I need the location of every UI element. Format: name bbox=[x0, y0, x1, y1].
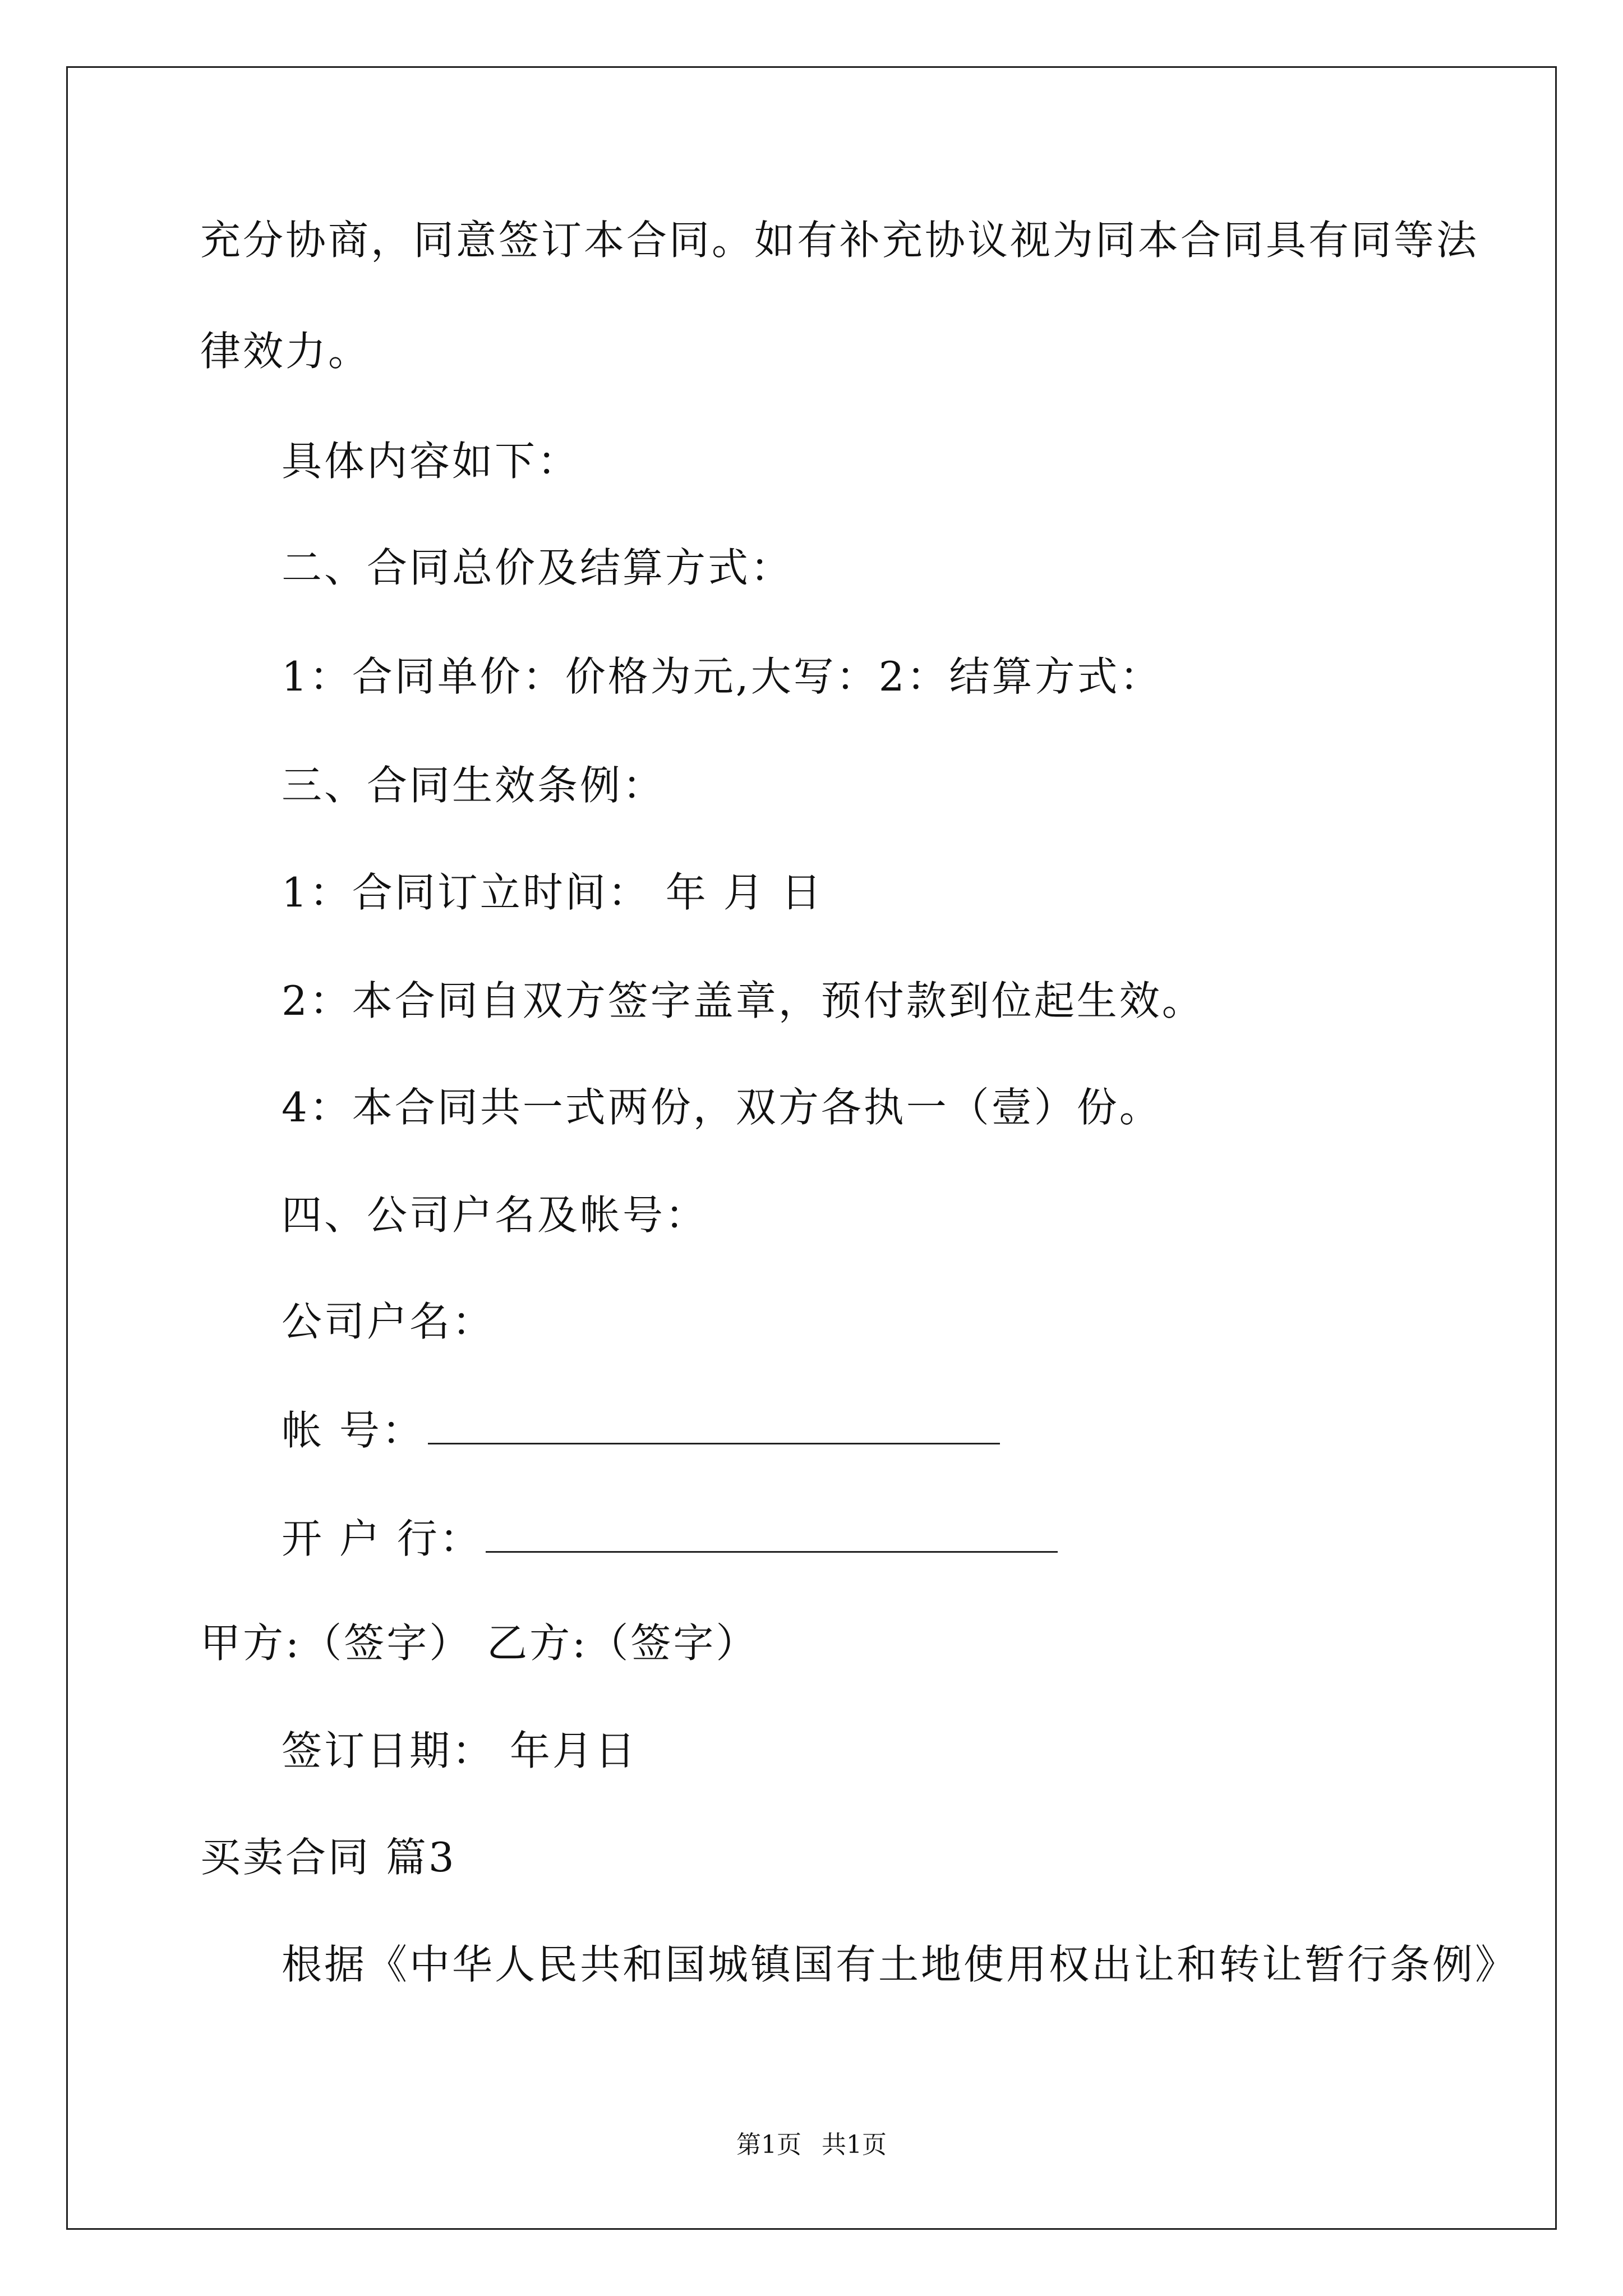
sign-date-line: 签订日期： 年月日 bbox=[282, 1727, 638, 1774]
section-heading-2: 二、合同总价及结算方式： bbox=[282, 544, 794, 591]
section-heading-4: 四、公司户名及帐号： bbox=[282, 1191, 708, 1239]
page-footer bbox=[0, 2133, 1623, 2157]
account-number-row bbox=[282, 1407, 1000, 1454]
page-total: 共1页 bbox=[822, 2131, 887, 2159]
text-line-8: 2：本合同自双方签字盖章，预付款到位起生效。 bbox=[282, 977, 1205, 1024]
signature-line: 甲方:（签字） 乙方:（签字） bbox=[200, 1619, 759, 1667]
account-number-label: 帐 号： bbox=[282, 1407, 425, 1454]
text-line-2: 律效力。 bbox=[200, 328, 371, 375]
text-line-7: 1：合同订立时间： 年 月 日 bbox=[282, 869, 824, 916]
company-name-label: 公司户名： bbox=[282, 1298, 495, 1345]
section-heading-3: 三、合同生效条例： bbox=[282, 762, 666, 809]
page-current: 第1页 bbox=[736, 2131, 801, 2159]
bank-label: 开 户 行： bbox=[282, 1515, 482, 1562]
text-line-3: 具体内容如下： bbox=[282, 438, 580, 485]
text-line-1: 充分协商，同意签订本合同。如有补充协议视为同本合同具有同等法 bbox=[200, 217, 1479, 264]
page-border bbox=[66, 66, 1557, 2230]
text-line-9: 4：本合同共一式两份，双方各执一（壹）份。 bbox=[282, 1084, 1162, 1131]
bank-row bbox=[282, 1515, 1058, 1562]
bank-blank bbox=[486, 1516, 1058, 1553]
account-number-blank bbox=[428, 1408, 1000, 1444]
text-line-17: 根据《中华人民共和国城镇国有土地使用权出让和转让暂行条例》 bbox=[282, 1941, 1518, 1988]
text-line-5: 1：合同单价：价格为元,大写：2：结算方式： bbox=[282, 653, 1163, 700]
contract-section-title: 买卖合同 篇3 bbox=[200, 1834, 457, 1881]
